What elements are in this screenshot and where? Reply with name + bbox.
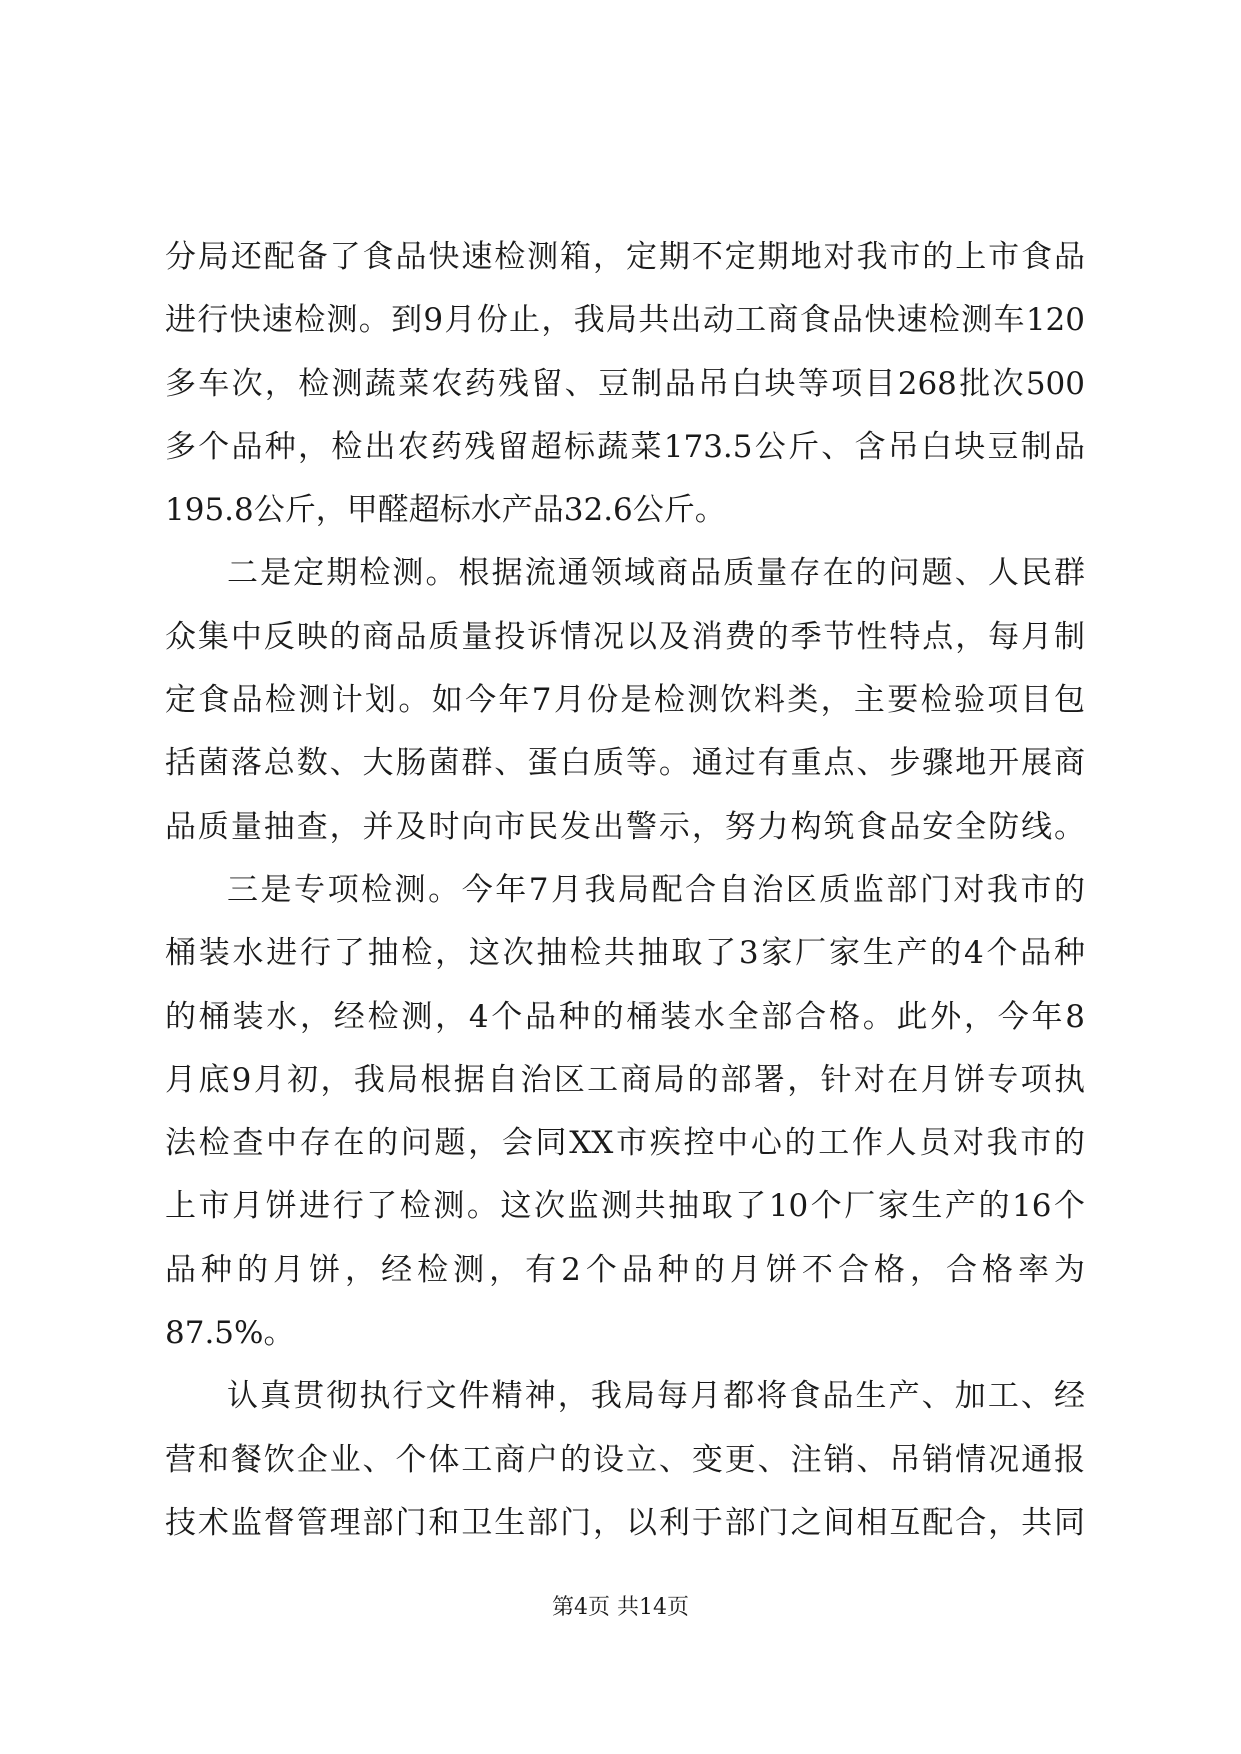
text-line: 品种的月饼，经检测，有2个品种的月饼不合格，合格率为: [165, 1251, 1085, 1288]
text-line: 87.5%。: [165, 1315, 295, 1352]
text-line: 技术监督管理部门和卫生部门，以利于部门之间相互配合，共同: [165, 1504, 1085, 1541]
text-line: 括菌落总数、大肠菌群、蛋白质等。通过有重点、步骤地开展商: [165, 745, 1085, 782]
text-line: 认真贯彻执行文件精神，我局每月都将食品生产、加工、经: [227, 1378, 1085, 1415]
text-line: 的桶装水，经检测，4个品种的桶装水全部合格。此外，今年8: [165, 998, 1085, 1035]
text-line: 多个品种，检出农药残留超标蔬菜173.5公斤、含吊白块豆制品: [165, 428, 1085, 465]
body-text: [165, 226, 1085, 1555]
text-line: 上市月饼进行了检测。这次监测共抽取了10个厂家生产的16个: [165, 1188, 1085, 1225]
text-line: 众集中反映的商品质量投诉情况以及消费的季节性特点，每月制: [165, 618, 1085, 655]
text-line: 二是定期检测。根据流通领域商品质量存在的问题、人民群: [227, 555, 1085, 592]
text-line: 法检查中存在的问题，会同XX市疾控中心的工作人员对我市的: [165, 1125, 1085, 1162]
text-line: 月底9月初，我局根据自治区工商局的部署，针对在月饼专项执: [165, 1061, 1085, 1098]
text-line: 多车次，检测蔬菜农药残留、豆制品吊白块等项目268批次500: [165, 365, 1085, 402]
page-number-footer: 第4页 共14页: [552, 1595, 689, 1620]
text-line: 品质量抽查，并及时向市民发出警示，努力构筑食品安全防线。: [165, 808, 1085, 845]
text-line: 进行快速检测。到9月份止，我局共出动工商食品快速检测车120: [165, 302, 1085, 339]
text-line: 195.8公斤，甲醛超标水产品32.6公斤。: [165, 492, 726, 529]
text-line: 营和餐饮企业、个体工商户的设立、变更、注销、吊销情况通报: [165, 1441, 1085, 1478]
text-line: 桶装水进行了抽检，这次抽检共抽取了3家厂家生产的4个品种: [165, 935, 1085, 972]
text-line: 定食品检测计划。如今年7月份是检测饮料类，主要检验项目包: [165, 682, 1085, 719]
text-line: 三是专项检测。今年7月我局配合自治区质监部门对我市的: [227, 871, 1085, 908]
text-line: 分局还配备了食品快速检测箱，定期不定期地对我市的上市食品: [165, 239, 1085, 275]
